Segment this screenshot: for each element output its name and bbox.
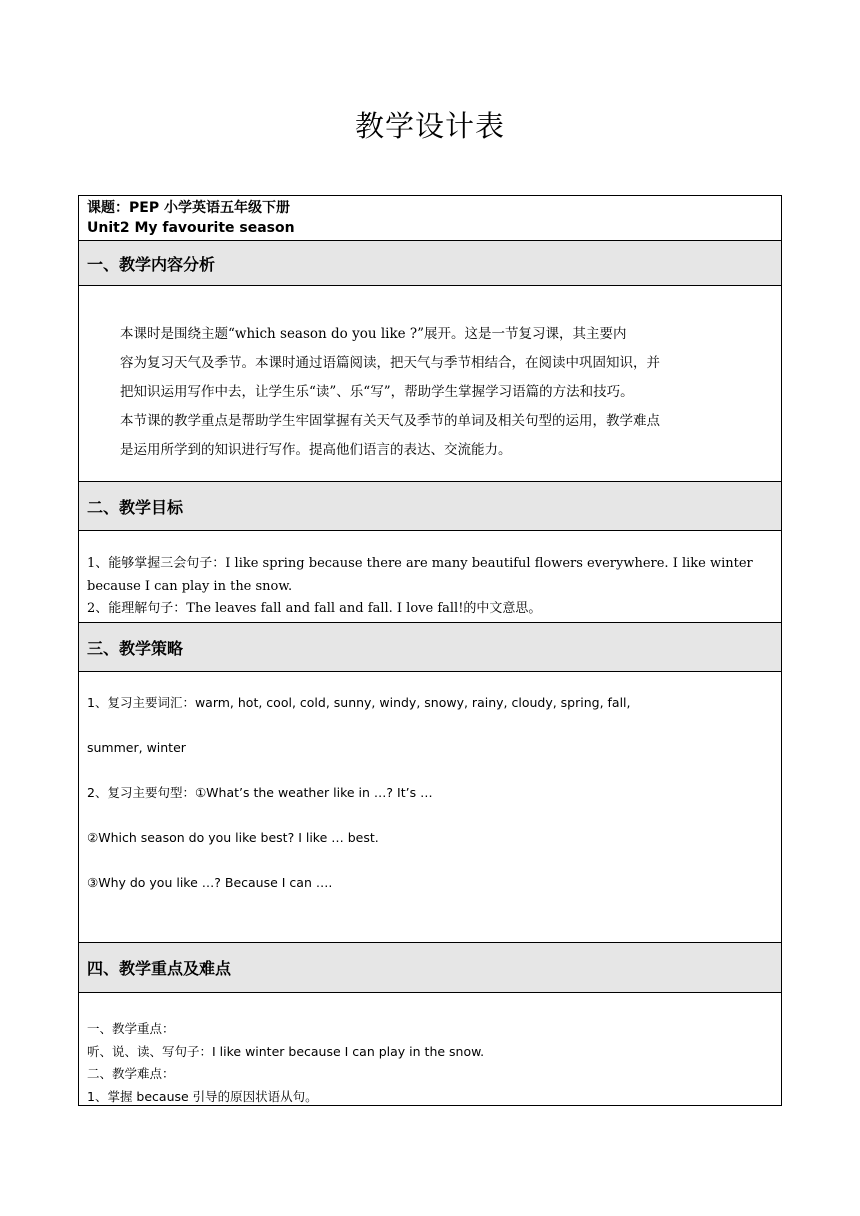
analysis-line: 是运用所学到的知识进行写作。提高他们语言的表达、交流能力。 [120,442,512,458]
strategy-line: summer, winter [87,740,186,755]
section-heading-objectives-label: 二、教学目标 [87,497,184,517]
course-topic-line: 课题：PEP 小学英语五年级下册 [87,200,290,216]
analysis-line: 本课时是围绕主题“which season do you like ?”展开。这是一节复习课，其主要内 [120,326,627,342]
strategy-line: 1、复习主要词汇：warm, hot, cool, cold, sunny, windy, snowy, rainy, cloudy, spring, fall, [87,695,631,710]
analysis-line: 容为复习天气及季节。本课时通过语篇阅读，把天气与季节相结合，在阅读中巩固知识，并 [120,355,660,371]
objective-item: 1、能够掌握三会句子：I like spring because there are many beautiful flowers everywhere. I like winter because I can play in the snow. [87,556,753,594]
focus-line: 1、掌握 because 引导的原因状语从句。 [87,1088,318,1104]
section-heading-strategy-label: 三、教学策略 [87,638,184,658]
section-heading-focus [79,943,781,993]
course-topic-cell [79,196,781,241]
analysis-line: 把知识运用写作中去，让学生乐“读”、乐“写”，帮助学生掌握学习语篇的方法和技巧。 [120,384,634,400]
focus-line: 听、说、读、写句子：I like winter because I can play in the snow. [87,1043,485,1059]
focus-line: 一、教学重点： [87,1021,175,1036]
section-heading-analysis-label: 一、教学内容分析 [87,254,216,274]
analysis-line: 本节课的教学重点是帮助学生牢固掌握有关天气及季节的单词及相关句型的运用，教学难点 [120,413,660,429]
section-body-focus [79,993,781,1105]
section-heading-strategy [79,623,781,672]
objective-item: 2、能理解句子：The leaves fall and fall and fall. I love fall!的中文意思。 [87,601,542,616]
strategy-line: 2、复习主要句型：①What’s the weather like in …? It’s … [87,785,433,800]
strategy-line: ②Which season do you like best? I like … best. [87,830,379,845]
section-heading-objectives [79,482,781,531]
section-heading-focus-label: 四、教学重点及难点 [87,959,232,978]
teaching-design-table [78,195,782,1106]
section-heading-analysis [79,241,781,286]
section-body-objectives [79,531,781,623]
focus-line: 二、教学难点： [87,1066,175,1081]
section-body-strategy [79,672,781,943]
page-title: 教学设计表 [354,109,505,143]
course-unit-line: Unit2 My favourite season [87,220,295,236]
section-body-analysis [79,286,781,482]
strategy-line: ③Why do you like …? Because I can …. [87,875,333,890]
